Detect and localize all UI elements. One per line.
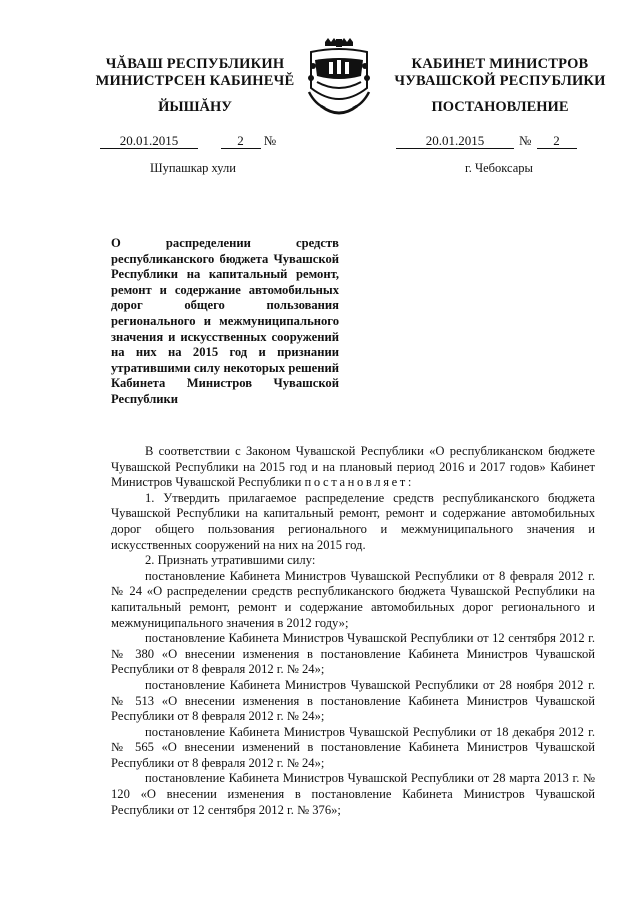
coat-of-arms-emblem [303,36,375,122]
repealed-1: постановление Кабинета Министров Чувашской Республики от 8 февраля 2012 г. № 24 «О распределении средств республиканского бюджета Чувашской Республики на капитальный ремонт, ремонт и содержание автомобильных дорог регионального и межмуниципального значения в 2012 году»; [111,568,595,630]
header-left-line2: МИНИСТРСЕН КАБИНЕЧĔ [95,73,295,89]
header-right-number: 2 [537,133,577,149]
header-left-date-number [100,133,276,149]
header-left-date: 20.01.2015 [100,133,198,149]
header-right-doc-kind: ПОСТАНОВЛЕНИЕ [431,99,569,115]
header-right-line1: КАБИНЕТ МИНИСТРОВ [411,56,589,72]
intro-text: В соответствии с Законом Чувашской Республики «О республиканском бюджете Чувашской Республики на 2015 год и на плановый период 2016 и 2017 годов» Кабинет Министров Чувашской Республики [111,444,595,490]
header-left-doc-kind: ЙЫШĂНУ [158,99,232,115]
header-right-city: г. Чебоксары [465,161,533,175]
repealed-2: постановление Кабинета Министров Чувашской Республики от 12 сентября 2012 г. № 380 «О внесении изменения в постановление Кабинета Министров Чувашской Республики от 8 февраля 2012 г. № 24»; [111,631,595,677]
intro-verb: постановляет: [304,475,414,490]
header-right-number-sign: № [519,133,532,148]
item-2: 2. Признать утратившими силу: [145,553,316,568]
repealed-5: постановление Кабинета Министров Чувашской Республики от 28 марта 2013 г. № 120 «О внесении изменения в постановление Кабинета Министров Чувашской Республики от 12 сентября 2012 г. № 376»; [111,771,595,817]
header-right-line2: ЧУВАШСКОЙ РЕСПУБЛИКИ [394,73,606,89]
header-left-org [95,56,295,90]
header-left-line1: ЧĂВАШ РЕСПУБЛИКИН [105,56,285,72]
header-left-number-sign: № [263,133,277,148]
header-left-city: Шупашкар хули [150,161,236,175]
item-1: 1. Утвердить прилагаемое распределение средств республиканского бюджета Чувашской Республики на капитальный ремонт, ремонт и содержание автомобильных дорог общего пользования регионального и межмуниципального значения и искусственных сооружений на них на 2015 год. [111,490,595,552]
header-right-date: 20.01.2015 [396,133,514,149]
header-right-date-number [396,133,577,149]
intro-paragraph [111,444,595,491]
repealed-3: постановление Кабинета Министров Чувашской Республики от 28 ноября 2012 г. № 513 «О внесении изменения в постановление Кабинета Министров Чувашской Республики от 8 февраля 2012 г. № 24»; [111,677,595,724]
header-left-number: 2 [221,133,261,149]
header-right-org [385,56,615,90]
document-body [111,444,595,818]
repealed-4: постановление Кабинета Министров Чувашской Республики от 18 декабря 2012 г. № 565 «О внесении изменений в постановление Кабинета Министров Чувашской Республики от 8 февраля 2012 г. № 24»; [111,724,595,770]
document-title: О распределении средств республиканского бюджета Чувашской Республики на капитальный ремонт, ремонт и содержание автомобильных дорог общего пользования регионального и межмуниципального значения и искусственных сооружений на них на 2015 год и признании утратившими силу некоторых решений Кабинета Министров Чувашской Республики [111,236,339,406]
